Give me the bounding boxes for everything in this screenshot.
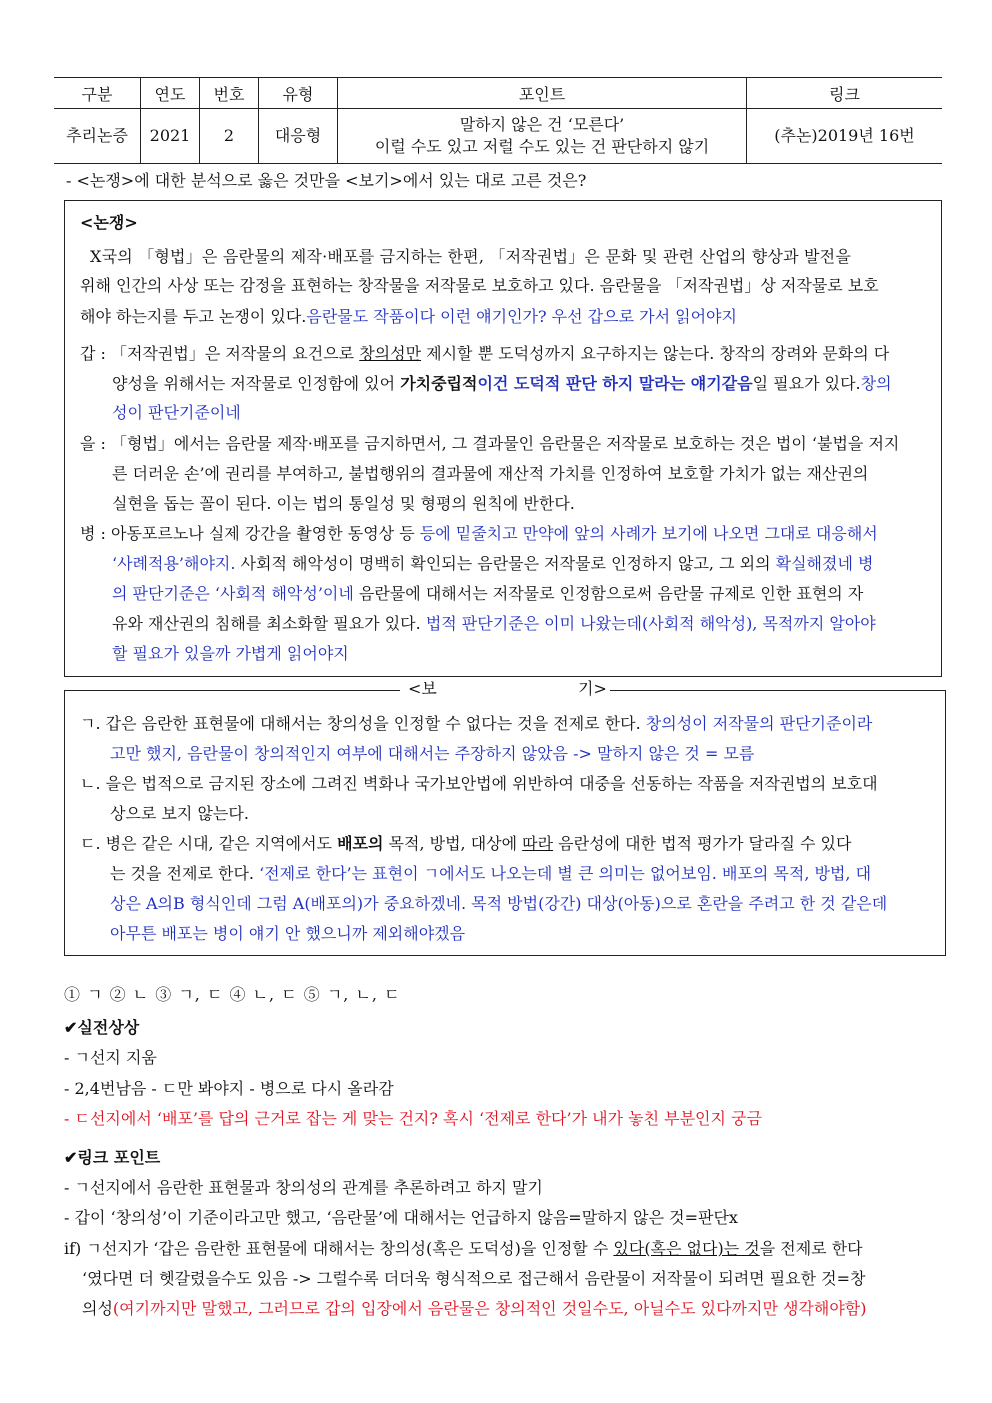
byeong-note-5: 법적 판단기준은 이미 나왔는데(사회적 해악성), 목적까지 알아야	[425, 614, 876, 633]
bogi-d-line-3: 상은 A의B 형식인데 그럼 A(배포의)가 중요하겠네. 목적 방법(강간) 대상(아동)으로 혼란을 주려고 한 것 같은데	[110, 894, 888, 913]
if-text-1: if) ㄱ선지가 ‘갑은 음란한 표현물에 대해서는 창의성(혹은 도덕성)을 인정할 수	[64, 1239, 614, 1258]
cell-category: 추리논증	[54, 109, 141, 164]
if-line-2: ‘였다면 더 헷갈렸을수도 있음 -> 그럴수록 더더욱 형식적으로 접근해서 음란물이 저작물이 되려면 필요한 것=창	[82, 1269, 866, 1288]
bogi-d-text-2: 목적, 방법, 대상에	[383, 834, 523, 853]
link-point-title: ✔링크 포인트	[64, 1148, 161, 1167]
bogi-d-note-1: ‘전제로 한다’는 표현이 ㄱ에서도 나오는데 별 큰 의미는 없어보임. 배포의 목적, 방법, 대	[259, 864, 872, 883]
header-type: 유형	[259, 78, 338, 109]
gap-note-2: 창의	[860, 374, 892, 393]
debate-intro-line-3	[80, 306, 737, 328]
byeong-note-2: ‘사례적용’해야지.	[112, 554, 236, 573]
debate-intro-line-2: 위해 인간의 사상 또는 감정을 표현하는 창작물을 저작물로 보호하고 있다. 음란물을 「저작권법」상 저작물로 보호	[80, 276, 879, 295]
header-category: 구분	[54, 78, 141, 109]
bogi-d-line-4: 아무튼 배포는 병이 얘기 안 했으니까 제외해야겠음	[110, 924, 466, 943]
bogi-g-line-1	[80, 713, 872, 735]
if-text-2: 을 전제로 한다	[759, 1239, 863, 1258]
gap-text-3: 양성을 위해서는 저작물로 인정함에 있어	[112, 374, 401, 393]
link-point-line-2: - 갑이 ‘창의성’이 기준이라고만 했고, ‘음란물’에 대해서는 언급하지 않음=말하지 않은 것=판단x	[64, 1208, 738, 1227]
answer-choices: ① ㄱ ② ㄴ ③ ㄱ, ㄷ ④ ㄴ, ㄷ ⑤ ㄱ, ㄴ, ㄷ	[64, 985, 401, 1004]
byeong-text-1: 병 : 아동포르노나 실제 강간을 촬영한 동영상 등	[80, 524, 420, 543]
bogi-d-bold: 배포의	[337, 834, 384, 853]
bogi-g-text: ㄱ. 갑은 음란한 표현물에 대해서는 창의성을 인정할 수 없다는 것을 전제로 한다.	[80, 714, 646, 733]
bogi-g-line-2: 고만 했지, 음란물이 창의적인지 여부에 대해서는 주장하지 않았음 -> 말하지 않은 것 = 모름	[110, 744, 755, 763]
gap-bold: 가치중립적	[400, 374, 478, 393]
byeong-note-4: 의 판단기준은 ‘사회적 해악성’이네	[112, 584, 354, 603]
if-note: (여기까지만 말했고, 그러므로 갑의 입장에서 음란물은 창의적인 것일수도, 아닐수도 있다까지만 생각해야함)	[112, 1299, 867, 1318]
byeong-note-1: 등에 밑줄치고 만약에 앞의 사례가 보기에 나오면 그대로 대응해서	[419, 524, 878, 543]
gap-text-1: 갑 : 「저작권법」은 저작물의 요건으로	[80, 344, 360, 363]
gap-text-4: 일 필요가 있다.	[752, 374, 861, 393]
bogi-d-text-3: 음란성에 대한 법적 평가가 달라질 수 있다	[553, 834, 852, 853]
byeong-text-2: 사회적 해악성이 명백히 확인되는 음란물은 저작물로 인정하지 않고, 그 외의	[235, 554, 776, 573]
byeong-note-3: 확실해졌네 병	[775, 554, 874, 573]
point-line-2: 이럴 수도 있고 저럴 수도 있는 건 판단하지 않기	[374, 137, 710, 156]
question-text: - <논쟁>에 대한 분석으로 옳은 것만을 <보기>에서 있는 대로 고른 것은?	[66, 171, 587, 190]
byeong-text-3: 음란물에 대해서는 저작물로 인정함으로써 음란물 규제로 인한 표현의 자	[353, 584, 864, 603]
bogi-g-note-1: 창의성이 저작물의 판단기준이라	[645, 714, 873, 733]
if-text-3: 의성	[82, 1299, 113, 1318]
header-number: 번호	[200, 78, 259, 109]
header-year: 연도	[141, 78, 200, 109]
intro-note: 음란물도 작품이다 이런 얘기인가? 우선 갑으로 가서 읽어야지	[306, 307, 737, 326]
link-point-line-1: - ㄱ선지에서 음란한 표현물과 창의성의 관계를 추론하려고 하지 말기	[64, 1178, 543, 1197]
byeong-line-3	[112, 583, 863, 605]
eul-line-3: 실현을 돕는 꼴이 된다. 이는 법의 통일성 및 형평의 원칙에 반한다.	[112, 494, 575, 513]
debate-intro-line-1: X국의 「형법」은 음란물의 제작·배포를 금지하는 한편, 「저작권법」은 문화 및 관련 산업의 향상과 발전을	[90, 247, 851, 266]
practice-line-2: - 2,4번남음 - ㄷ만 봐야지 - 병으로 다시 올라감	[64, 1079, 394, 1098]
byeong-line-5: 할 필요가 있을까 가볍게 읽어야지	[112, 644, 349, 663]
header-table	[54, 77, 942, 164]
if-line-1	[64, 1238, 863, 1260]
gap-note-1: 이건 도덕적 판단 하지 말라는 얘기같음	[477, 374, 753, 393]
gap-line-2	[112, 373, 892, 395]
cell-type: 대응형	[259, 109, 338, 164]
header-link: 링크	[747, 78, 943, 109]
byeong-text-4: 유와 재산권의 침해를 최소화할 필요가 있다.	[112, 614, 426, 633]
if-underlined: 있다(혹은 없다)는 것	[613, 1239, 760, 1258]
debate-title: <논쟁>	[80, 213, 138, 232]
practice-line-1: - ㄱ선지 지움	[64, 1048, 157, 1067]
eul-line-1: 을 : 「형법」에서는 음란물 제작·배포를 금지하면서, 그 결과물인 음란물은 저작물로 보호하는 것은 법이 ‘불법을 저지	[80, 434, 900, 453]
cell-year: 2021	[141, 109, 200, 164]
bogi-d-underlined: 따라	[522, 834, 554, 853]
bogi-d-line-2	[110, 863, 871, 885]
cell-link: (추논)2019년 16번	[747, 109, 943, 164]
bogi-d-text-1: ㄷ. 병은 같은 시대, 같은 지역에서도	[80, 834, 338, 853]
intro-text: 해야 하는지를 두고 논쟁이 있다.	[80, 307, 307, 326]
practice-line-3: - ㄷ선지에서 ‘배포’를 답의 근거로 잡는 게 맞는 건지? 혹시 ‘전제로 한다’가 내가 놓친 부분인지 궁금	[64, 1109, 762, 1128]
bogi-n-line-1: ㄴ. 을은 법적으로 금지된 장소에 그려진 벽화나 국가보안법에 위반하여 대중을 선동하는 작품을 저작권법의 보호대	[80, 774, 878, 793]
gap-underlined: 창의성만	[359, 344, 422, 363]
eul-line-2: 른 더러운 손’에 권리를 부여하고, 불법행위의 결과물에 재산적 가치를 인정하여 보호할 가치가 없는 재산권의	[112, 464, 869, 483]
bogi-title-right: 기>	[578, 679, 607, 698]
point-line-1: 말하지 않은 건 ‘모른다’	[459, 115, 625, 134]
if-line-3	[82, 1298, 867, 1320]
header-point: 포인트	[338, 78, 747, 109]
practice-title: ✔실전상상	[64, 1018, 140, 1037]
byeong-line-4	[112, 613, 876, 635]
cell-point	[338, 109, 747, 164]
cell-number: 2	[200, 109, 259, 164]
gap-line-1	[80, 343, 889, 365]
bogi-n-line-2: 상으로 보지 않는다.	[110, 804, 249, 823]
bogi-d-text-4: 는 것을 전제로 한다.	[110, 864, 260, 883]
byeong-line-1	[80, 523, 878, 545]
gap-text-2: 제시할 뿐 도덕성까지 요구하지는 않는다. 창작의 장려와 문화의 다	[421, 344, 890, 363]
bogi-d-line-1	[80, 833, 851, 855]
byeong-line-2	[112, 553, 873, 575]
gap-line-3: 성이 판단기준이네	[112, 403, 241, 422]
bogi-title-left: <보	[408, 679, 437, 698]
bogi-title	[400, 678, 610, 700]
